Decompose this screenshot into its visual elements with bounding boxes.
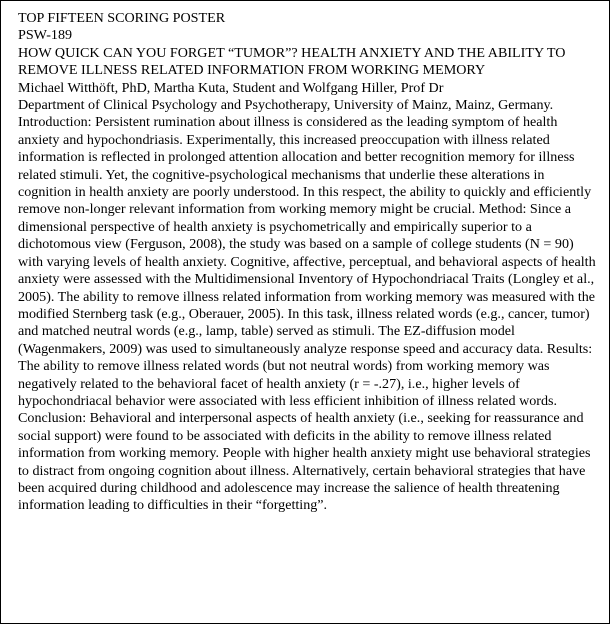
poster-category: TOP FIFTEEN SCORING POSTER xyxy=(18,10,226,26)
poster-title: HOW QUICK CAN YOU FORGET “TUMOR”? HEALTH ANXIETY AND THE ABILITY TO REMOVE ILLNESS RELATED INFORMATION FROM WORKING MEMORY xyxy=(18,44,566,79)
author-list: Michael Witthöft, PhD, Martha Kuta, Student and Wolfgang Hiller, Prof Dr xyxy=(18,79,444,96)
affiliation: Department of Clinical Psychology and Psychotherapy, University of Mainz, Mainz, Germany. xyxy=(18,97,554,114)
abstract-body: Introduction: Persistent rumination about illness is considered as the leading symptom of health anxiety and hypochondriasis. Experimentally, this increased preoccupation with illness related information is reflected in prolonged attention allocation and better recognition memory for illness related stimuli. Yet, the cognitive-psychological mechanisms that underlie these alterations in cognition in health anxiety are poorly understood. In this respect, the ability to quickly and efficiently remove non-longer relevant information from working memory might be crucial. Method: Since a dimensional perspective of health anxiety is psychometrically and empirically superior to a dichotomous view (Ferguson, 2008), the study was based on a sample of college students (N = 90) with varying levels of health anxiety. Cognitive, affective, perceptual, and behavioral aspects of health anxiety were assessed with the Multidimensional Inventory of Hypochondriacal Traits (Longley et al., 2005). The ability to remove illness related information from working memory was measured with the modified Sternberg task (e.g., Oberauer, 2005). In this task, illness related words (e.g., cancer, tumor) and matched neutral words (e.g., lamp, table) served as stimuli. The EZ-diffusion model (Wagenmakers, 2009) was used to simultaneously analyze response speed and accuracy data. Results: The ability to remove illness related words (but not neutral words) from working memory was negatively related to the behavioral facet of health anxiety (r = -.27), i.e., higher levels of hypochondriacal behavior were associated with less efficient inhibition of illness related words. Conclusion: Behavioral and interpersonal aspects of health anxiety (i.e., seeking for reassurance and social support) were found to be associated with deficits in the ability to remove illness related information from working memory. People with higher health anxiety might use behavioral strategies to distract from ongoing cognition about illness. Alternatively, certain behavioral strategies that have been acquired during childhood and adolescence may increase the salience of health threatening information leading to difficulties in their “forgetting”. xyxy=(18,114,596,514)
poster-id: PSW-189 xyxy=(18,27,73,44)
